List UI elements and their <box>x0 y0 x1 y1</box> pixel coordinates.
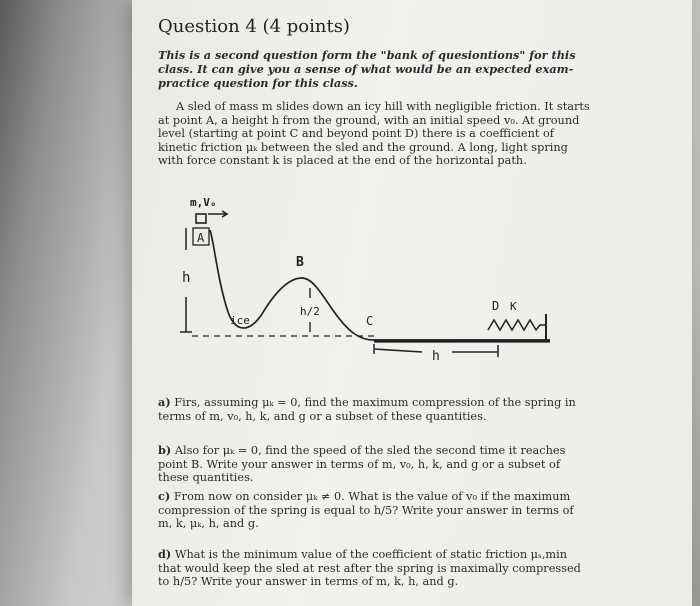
floor-length-line-left <box>374 349 422 352</box>
question-a <box>158 396 590 423</box>
floor-length-label: h <box>432 349 440 364</box>
question-b-text: Also for μₖ = 0, find the speed of the sled the second time it reaches point B. Write your answer in terms of m, v₀, h, k, and g or a subset of these quantities. <box>158 444 566 484</box>
ice-label: ice <box>230 314 250 327</box>
problem-statement <box>158 100 590 168</box>
point-d-label: D <box>492 299 500 313</box>
hill-curve <box>210 230 550 340</box>
question-c-text: From now on consider μₖ ≠ 0. What is the value of v₀ if the maximum compression of the spring is equal to h/5? Write your answer in terms of m, k, μₖ, h, and g. <box>158 490 574 530</box>
question-d-text: What is the minimum value of the coefficient of static friction μₛ,min that would keep the sled at rest after the spring is maximally compressed to h/5? Write your answer in terms of m, k, h, and g. <box>158 548 581 588</box>
question-d <box>158 548 590 589</box>
point-b-label: B <box>296 255 304 270</box>
spring <box>488 320 546 330</box>
question-a-label: a) <box>158 395 171 409</box>
question-b <box>158 444 590 485</box>
question-a-text: Firs, assuming μₖ = 0, find the maximum compression of the spring in terms of m, v₀, h, k, and g or a subset of these quantities. <box>158 396 576 423</box>
question-c-label: c) <box>158 489 171 503</box>
question-d-label: d) <box>158 547 172 561</box>
point-c-label: C <box>366 314 374 328</box>
mass-velocity-label: m,Vₒ <box>190 196 217 209</box>
half-height-label: h/2 <box>300 305 320 318</box>
bank-note: This is a second question form the "bank of quesiontions" for this class. It can give you a sense of what would be an expected exam-practice question for this class. <box>158 48 576 90</box>
point-a-label: A <box>197 231 205 245</box>
hill-diagram <box>170 182 560 382</box>
question-b-label: b) <box>158 443 172 457</box>
height-label: h <box>182 270 191 286</box>
sled-box <box>196 214 206 223</box>
spring-constant-label: K <box>510 300 517 313</box>
question-title: Question 4 (4 points) <box>158 16 350 37</box>
problem-text: A sled of mass m slides down an icy hill with negligible friction. It starts at point A, a height h from the ground, with an initial speed v₀. At ground level (starting at point C and beyond point D) there is a coefficient of kinetic friction μₖ between the sled and the ground. A long, light spring with force constant k is placed at the end of the horizontal path. <box>158 100 590 167</box>
question-c <box>158 490 590 531</box>
